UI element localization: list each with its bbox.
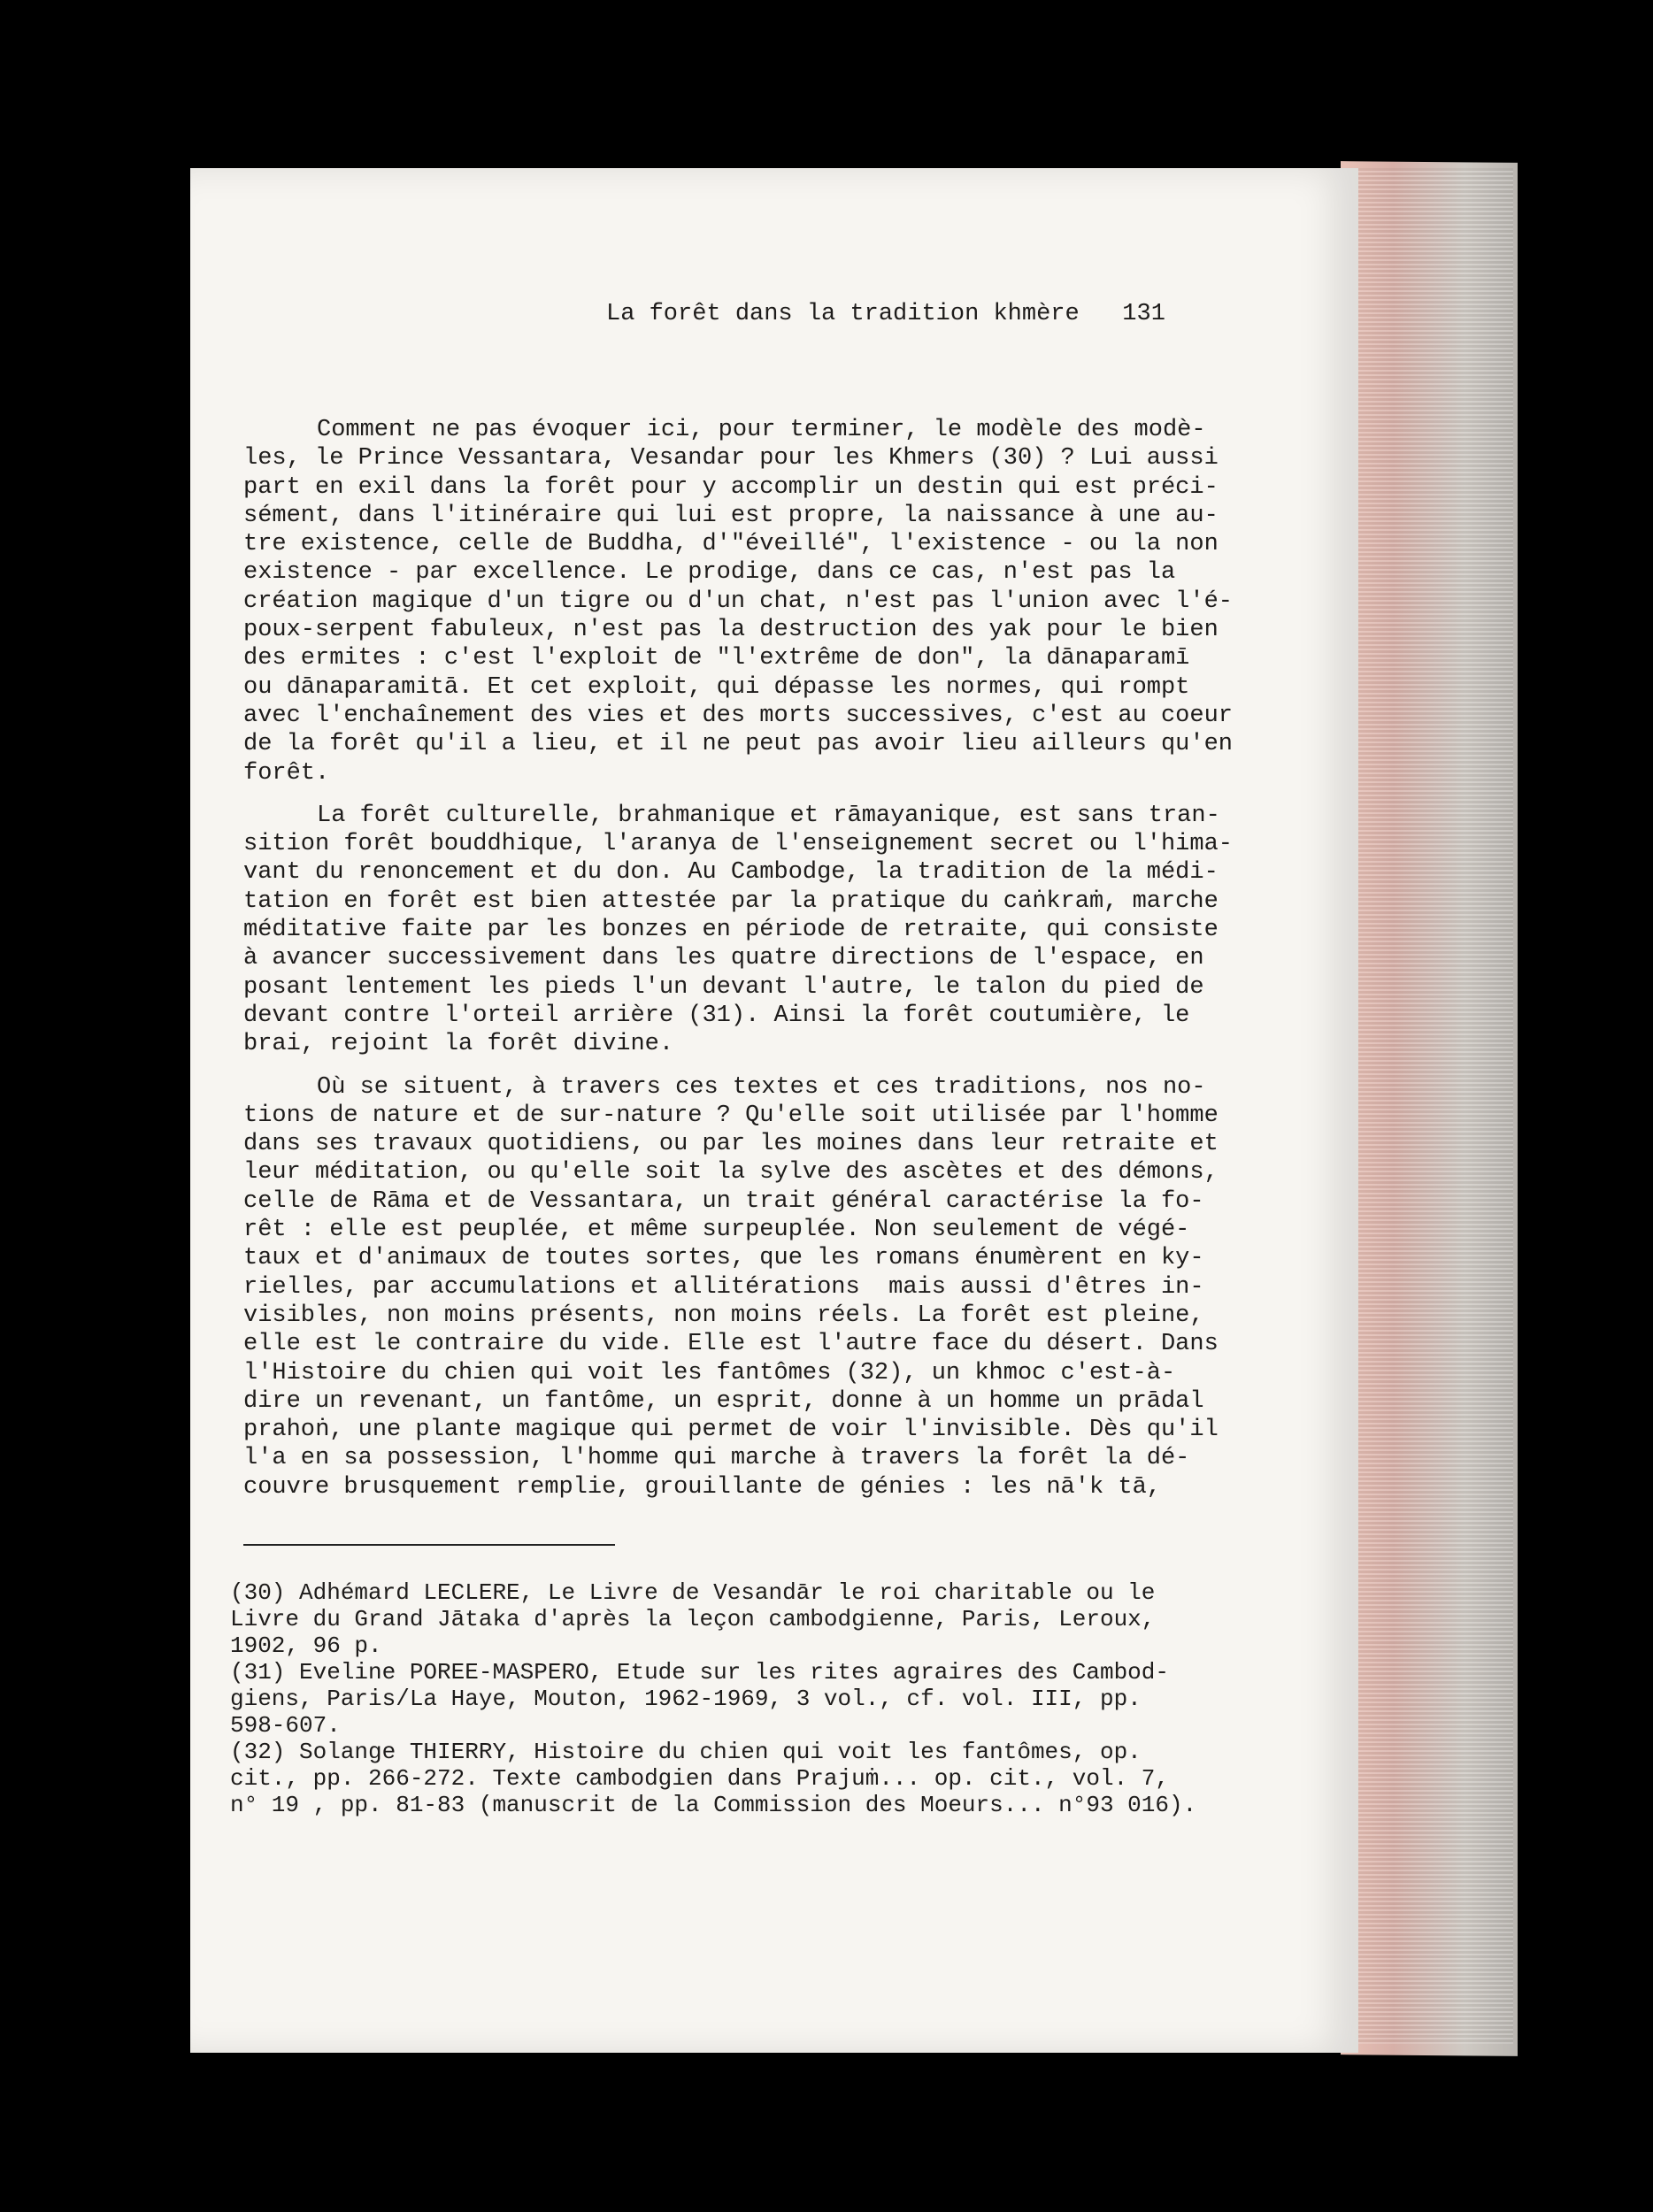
text-line: dans ses travaux quotidiens, ou par les moines dans leur retraite et [243, 1131, 1219, 1158]
text-line: poux-serpent fabuleux, n'est pas la destruction des yak pour le bien [243, 617, 1219, 644]
text-line: sément, dans l'itinéraire qui lui est propre, la naissance à une au- [243, 502, 1219, 529]
text-line: visibles, non moins présents, non moins réels. La forêt est pleine, [243, 1302, 1204, 1329]
text-line: celle de Rāma et de Vessantara, un trait général caractérise la fo- [243, 1187, 1204, 1215]
text-line: des ermites : c'est l'exploit de "l'extrême de don", la dānaparamī [243, 645, 1190, 672]
text-line: part en exil dans la forêt pour y accomplir un destin qui est préci- [243, 473, 1219, 501]
text-line: Où se situent, à travers ces textes et ces traditions, nos no- [317, 1073, 1206, 1101]
book-page [190, 168, 1358, 2053]
footnote-line: Livre du Grand Jātaka d'après la leçon cambodgienne, Paris, Leroux, [230, 1606, 1156, 1632]
text-line: brai, rejoint la forêt divine. [243, 1031, 674, 1058]
text-line: rielles, par accumulations et allitérations mais aussi d'êtres in- [243, 1273, 1204, 1301]
footnote-line: cit., pp. 266-272. Texte cambodgien dans Prajuṁ... op. cit., vol. 7, [230, 1765, 1169, 1792]
text-line: devant contre l'orteil arrière (31). Ainsi la forêt coutumière, le [243, 1002, 1190, 1029]
text-line: existence - par excellence. Le prodige, dans ce cas, n'est pas la [243, 559, 1176, 587]
text-line: l'a en sa possession, l'homme qui marche à travers la forêt la dé- [243, 1445, 1190, 1472]
text-line: dire un revenant, un fantôme, un esprit, donne à un homme un prādal [243, 1387, 1204, 1415]
text-line: tions de nature et de sur-nature ? Qu'elle soit utilisée par l'homme [243, 1102, 1219, 1129]
page-number: 131 [1122, 301, 1165, 327]
text-line: sition forêt bouddhique, l'aranya de l'enseignement secret ou l'hima- [243, 831, 1233, 858]
text-line: création magique d'un tigre ou d'un chat, n'est pas l'union avec l'é- [243, 588, 1233, 615]
text-line: tre existence, celle de Buddha, d'"éveillé", l'existence - ou la non [243, 531, 1219, 558]
text-line: à avancer successivement dans les quatre directions de l'espace, en [243, 945, 1204, 972]
text-line: l'Histoire du chien qui voit les fantômes (32), un khmoc c'est-à- [243, 1359, 1176, 1386]
footnote-line: (32) Solange THIERRY, Histoire du chien qui voit les fantômes, op. [230, 1739, 1142, 1765]
paragraph-3 [243, 1073, 1219, 1502]
footnote-line: 598-607. [230, 1712, 341, 1739]
running-head-title: La forêt dans la tradition khmère [606, 301, 1080, 327]
paragraph-2 [243, 802, 1233, 1059]
text-line: ou dānaparamitā. Et cet exploit, qui dépasse les normes, qui rompt [243, 673, 1190, 701]
text-line: taux et d'animaux de toutes sortes, que les romans énumèrent en ky- [243, 1245, 1204, 1272]
text-line: Comment ne pas évoquer ici, pour terminer, le modèle des modè- [317, 417, 1206, 443]
text-line: méditative faite par les bonzes en période de retraite, qui consiste [243, 917, 1219, 944]
text-line: rêt : elle est peuplée, et même surpeuplée. Non seulement de végé- [243, 1217, 1190, 1244]
text-line: tation en forêt est bien attestée par la pratique du caṅkraṁ, marche [243, 887, 1219, 915]
text-line: posant lentement les pieds l'un devant l'autre, le talon du pied de [243, 973, 1204, 1001]
footnote-line: (30) Adhémard LECLERE, Le Livre de Vesandār le roi charitable ou le [230, 1579, 1156, 1606]
text-line: forêt. [243, 759, 330, 787]
footnote-line: giens, Paris/La Haye, Mouton, 1962-1969, 3 vol., cf. vol. III, pp. [230, 1686, 1142, 1712]
page-edge-texture [1345, 168, 1513, 2044]
footnotes [230, 1579, 1197, 1818]
text-line: elle est le contraire du vide. Elle est l'autre face du désert. Dans [243, 1331, 1219, 1358]
text-line: La forêt culturelle, brahmanique et rāmayanique, est sans tran- [317, 802, 1220, 829]
footnote-separator [243, 1544, 615, 1546]
text-line: de la forêt qu'il a lieu, et il ne peut pas avoir lieu ailleurs qu'en [243, 731, 1233, 758]
text-line: leur méditation, ou qu'elle soit la sylve des ascètes et des démons, [243, 1159, 1219, 1187]
text-line: les, le Prince Vessantara, Vesandar pour les Khmers (30) ? Lui aussi [243, 445, 1219, 472]
text-line: vant du renoncement et du don. Au Cambodge, la tradition de la médi- [243, 859, 1219, 887]
footnote-line: n° 19 , pp. 81-83 (manuscrit de la Commission des Moeurs... n°93 016). [230, 1792, 1197, 1818]
text-line: couvre brusquement remplie, grouillante de génies : les nā'k tā, [243, 1473, 1161, 1501]
body-text [243, 416, 1233, 1516]
footnote-line: 1902, 96 p. [230, 1632, 382, 1659]
text-line: prahoṅ, une plante magique qui permet de voir l'invisible. Dès qu'il [243, 1417, 1219, 1444]
text-line: avec l'enchaînement des vies et des morts successives, c'est au coeur [243, 702, 1233, 729]
running-head [606, 301, 1226, 327]
footnote-line: (31) Eveline POREE-MASPERO, Etude sur les rites agraires des Cambod- [230, 1659, 1169, 1686]
paragraph-1 [243, 416, 1233, 787]
